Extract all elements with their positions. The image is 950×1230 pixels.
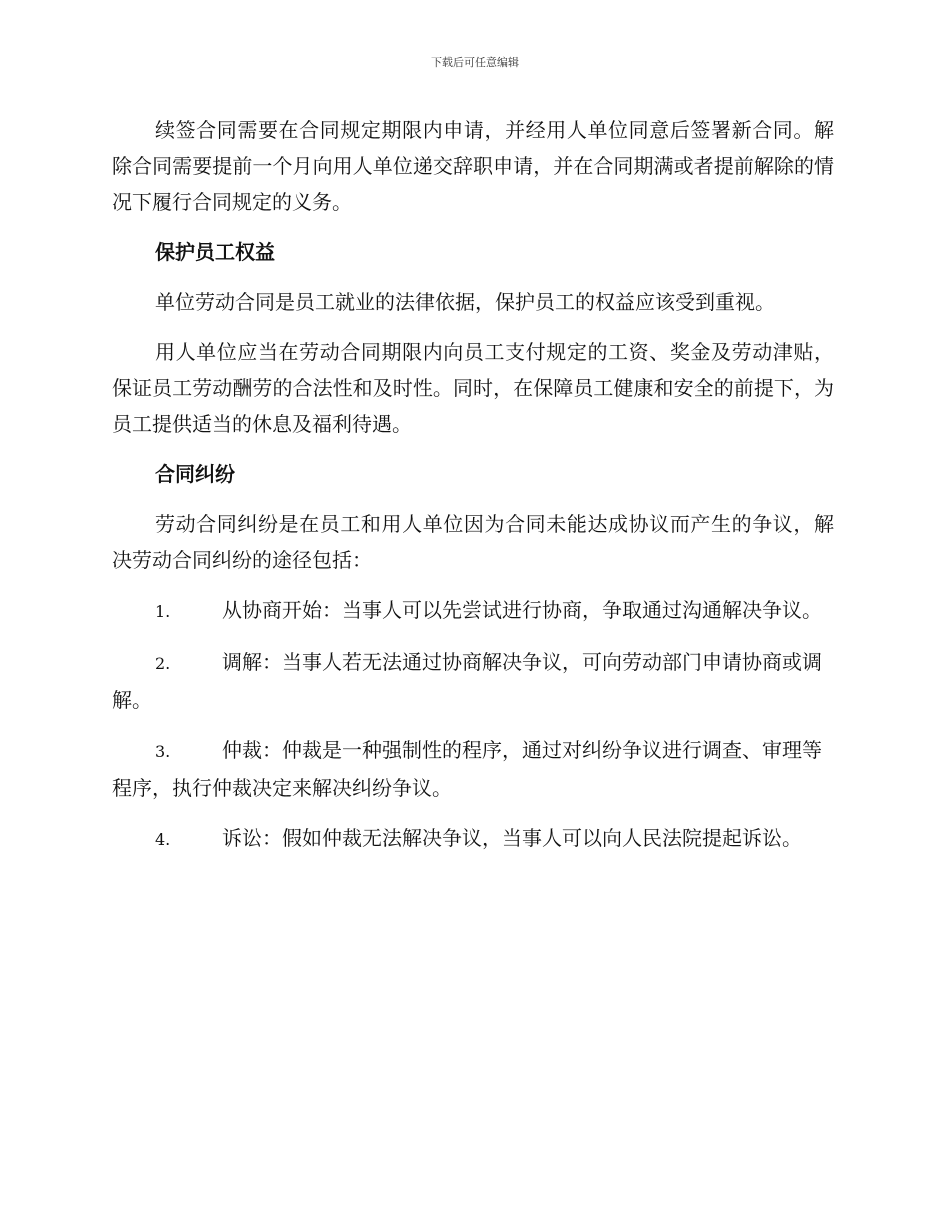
list-item: [112, 644, 834, 718]
list-text: 诉讼：假如仲裁无法解决争议，当事人可以向人民法院提起诉讼。: [222, 826, 802, 850]
list-item: [112, 732, 834, 806]
list-item: [112, 592, 834, 630]
list-number: 4.: [155, 830, 171, 849]
list-number: 3.: [155, 742, 171, 761]
list-text: 仲裁：仲裁是一种强制性的程序，通过对纠纷争议进行调查、审理等程序，执行仲裁决定来解决纠纷争议。: [112, 738, 822, 800]
list-number: 1.: [155, 602, 171, 621]
list-text: 调解：当事人若无法通过协商解决争议，可向劳动部门申请协商或调解。: [112, 650, 822, 712]
paragraph-legal-basis: 单位劳动合同是员工就业的法律依据，保护员工的权益应该受到重视。: [155, 290, 775, 314]
paragraph-renewal: 续签合同需要在合同规定期限内申请，并经用人单位同意后签署新合同。解除合同需要提前一个月向用人单位递交辞职申请，并在合同期满或者提前解除的情况下履行合同规定的义务。: [112, 118, 834, 214]
document-body: [112, 112, 834, 872]
list-item: [112, 820, 834, 858]
header-note: 下载后可任意编辑: [431, 56, 519, 69]
heading-disputes: 合同纠纷: [155, 462, 235, 486]
list-number: 2.: [155, 654, 171, 673]
paragraph-dispute-intro: 劳动合同纠纷是在员工和用人单位因为合同未能达成协议而产生的争议，解决劳动合同纠纷的途径包括：: [112, 512, 834, 572]
heading-protect-rights: 保护员工权益: [155, 240, 275, 264]
list-text: 从协商开始：当事人可以先尝试进行协商，争取通过沟通解决争议。: [222, 598, 822, 622]
paragraph-employer-duties: 用人单位应当在劳动合同期限内向员工支付规定的工资、奖金及劳动津贴，保证员工劳动酬劳的合法性和及时性。同时，在保障员工健康和安全的前提下，为员工提供适当的休息及福利待遇。: [112, 340, 834, 436]
